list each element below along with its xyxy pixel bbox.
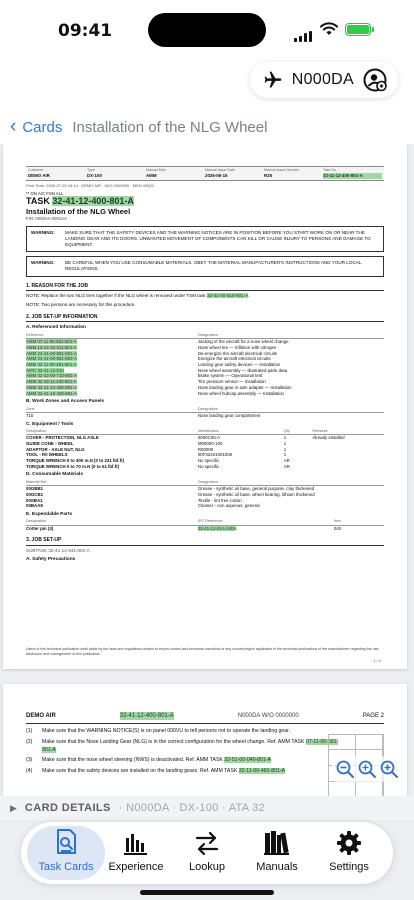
- note: NOTE: Two persons are necessary for this procedure.: [26, 301, 136, 307]
- note: NOTE: Replace the two NLG tires together if the NLG wheel is removed under TSM task 32-41-00-810-801-A.: [26, 293, 250, 299]
- table-row: AMM 07-11-00-581-801-A Jacking of the aircraft for a nose wheel change: [26, 339, 289, 345]
- status-bar: [0, 0, 414, 54]
- disclosure-triangle-icon: ▶: [10, 802, 17, 813]
- print-line: Print Time: 2026-07-29 18:14 · DEMO AIR · W/O 0000000 · MSN 00000: [26, 182, 154, 188]
- table-row: AMM 32-41-14-400-801-A Nose landing gear in-axle adapter — Installation: [26, 384, 292, 390]
- task-reference-link[interactable]: 32-11-00-481-801-A: [238, 768, 286, 775]
- procedure-step: (3) Make sure that the nose wheel steering (NWS) is deactivated. Ref. AMM TASK 32-51-00-040-801-A: [26, 757, 272, 764]
- subsection-heading: C. Equipment / Tools: [26, 421, 74, 427]
- meta-cell: Customer DEMO AIR: [28, 168, 50, 178]
- warning-box: WARNING: BE CAREFUL WHEN YOU USE CONSUMABLE MATERIALS. OBEY THE MATERIAL MANUFACTURER'S INSTRUCTIONS AND YOUR LOCAL REGULATIONS.: [26, 256, 384, 276]
- card-details-toggle[interactable]: [0, 796, 414, 820]
- table-row: 00SBA1 Textile - lint free cotton: [26, 497, 242, 503]
- subsection-heading: E. Expendable Parts: [26, 511, 73, 517]
- meta-cell: Task No. 32-41-12-400-801-A: [323, 168, 382, 179]
- task-reference-link[interactable]: AMM 32-49-11-400-801-A: [26, 379, 77, 385]
- table-row: AMM 32-11-00-481-801-A Landing gear safety devices — Installation: [26, 361, 281, 367]
- page-title: Installation of the NLG Wheel: [72, 118, 268, 136]
- table-row: TOOL - R/I WHEELS 00F32401001000 1: [26, 452, 287, 458]
- gear-icon: [336, 830, 362, 856]
- procedure-step: (4) Make sure that the safety devices are installed on the landing gears. Ref. AMM TASK 32-11-00-481-801-A: [26, 768, 286, 775]
- document-viewer[interactable]: [0, 144, 414, 796]
- table-row: COVER - PROTECTION, NLG AXLE 0000C05-A 1 Already installed: [26, 435, 345, 441]
- procedure-step: (1) Make sure that the WARNING NOTICE(S) is on panel 000VU to tell persons not to operate the landing gear.: [26, 728, 291, 735]
- tab-manuals[interactable]: Manuals: [244, 826, 310, 880]
- meta-cell: Manual Issue Date 2026-06-15: [205, 168, 235, 178]
- tab-bar: [21, 822, 393, 884]
- task-reference-link[interactable]: AMM 12-14-32-611-801-A: [26, 344, 77, 350]
- breadcrumb-cards-link[interactable]: Cards: [22, 118, 63, 136]
- table-row: TORQUE WRENCH 0 to 70 m.N (0 to 51 lbf.ft) No specific AR: [26, 463, 290, 469]
- task-number-link[interactable]: 32-41-12-400-801-A: [52, 195, 134, 206]
- table-row: 00GBB1 Grease - synthetic oil base, general purpose, clay thickened: [26, 486, 315, 492]
- section-heading: 3. JOB SET-UP: [26, 535, 384, 546]
- task-reference-link[interactable]: AMM 32-11-00-481-801-A: [26, 361, 77, 367]
- zoom-controls: [332, 756, 402, 782]
- task-reference-link[interactable]: 32-51-00-040-801-A: [224, 757, 272, 764]
- task-reference-link[interactable]: AIPC 32-41-12-01A: [26, 367, 65, 373]
- aircraft-selector[interactable]: [250, 62, 398, 98]
- table-row: TORQUE WRENCH 0 to 300 m.N (0 to 221 lbf.ft) No specific AR: [26, 458, 290, 464]
- subsection-heading: D. Consumable Materials: [26, 472, 84, 478]
- page-number: 1 / 4: [373, 657, 381, 663]
- meta-cell: Manual Issue Number R25: [264, 168, 300, 178]
- task-number-link[interactable]: 32-41-12-400-801-A: [119, 713, 174, 719]
- warning-box: WARNING: MAKE SURE THAT THE SAFETY DEVICES AND THE WARNING NOTICES ARE IN POSITION BEFORE YOU START WORK ON OR NEAR THE LANDING GEAR AND ITS DOORS. UNWANTED MOVEMENT OF COMPONENTS CAN KILL OR CAUSE INJURY TO PERSONS AND DAMAGE TO EQUIPMENT.: [26, 226, 384, 253]
- home-indicator: [140, 890, 274, 895]
- subsection-heading: A. Referenced Information: [26, 325, 86, 331]
- tail-number: N000DA: [291, 71, 354, 88]
- status-time: 09:41: [58, 21, 113, 41]
- task-reference-link[interactable]: AMM 24-41-00-861-802-A: [26, 356, 78, 362]
- subsection-heading: B. Work Zones and Access Panels: [26, 399, 105, 405]
- task-card-search-icon: [54, 828, 78, 856]
- table-row: GUIDE CONE - WHEEL M00000-100 1: [26, 440, 287, 446]
- task-number-heading: TASK 32-41-12-400-801-A: [26, 195, 134, 206]
- section-heading: 1. REASON FOR THE JOB: [26, 281, 384, 292]
- card-details-summary: · N000DA · DX-100 · ATA 32: [118, 802, 265, 814]
- bar-chart-icon: [123, 832, 149, 856]
- zoom-out-icon[interactable]: [335, 759, 355, 779]
- task-reference-link[interactable]: AMM 32-41-14-400-801-A: [26, 384, 78, 390]
- breadcrumb: [10, 116, 267, 138]
- table-row: AMM 12-14-32-611-801-A Nose wheel tire — Inflation with nitrogen: [26, 344, 277, 350]
- ipc-reference-link[interactable]: 32-41-12-01A-040A: [197, 525, 237, 531]
- table-row: 715 Nose landing gear compartment: [26, 412, 261, 418]
- table-row: 00GCB1 Grease - synthetic oil base, wheel bearing, lithium thickened: [26, 491, 315, 497]
- table-row: AMM 32-42-00-710-801-A Brake system — Operational test: [26, 373, 263, 379]
- table-row: AMM 32-49-11-400-801-A Tire pressure sensor — Installation: [26, 379, 266, 385]
- reference-table: Reference Designation AMM 07-11-00-581-801-A Jacking of the aircraft for a nose wheel change AMM 12-14-32-611-801-A Nose wheel tire — Inflation with nitrogen AMM 24-41-00-861-801-A De-energize the aircraft electrical circuits AMM 24-41-00-861-802-A Energize the aircraft electrical circuits AMM 32-11-00-481-801-A Landing gear safety devices — Installation AIPC 32-41-12-01A Nose wheel assembly — Illustrated parts data AMM 32-42-00-710-801-A Brake system — Operational test AMM 32-49-11-400-801-A Tire pressure sensor — Installation AMM 32-41-14-400-801-A Nose landing gear in-axle adapter — Installation AMM 32-41-16-400-801-A Nose wheel hubcap assembly — Installation: [26, 333, 384, 396]
- meta-cell: Manual Mdn AMM: [146, 168, 166, 178]
- wifi-icon: [320, 22, 338, 36]
- doc-meta-row: [26, 166, 384, 181]
- tab-experience[interactable]: Experience: [103, 826, 169, 880]
- table-row: AMM 32-41-16-400-801-A Nose wheel hubcap assembly — Installation: [26, 390, 284, 396]
- task-reference-link[interactable]: AMM 24-41-00-861-801-A: [26, 350, 78, 356]
- materials-table: Material Ref. Designation 00GBB1 Grease - synthetic oil base, general purpose, clay thickened 00GCB1 Grease - synthetic oil base, wheel bearing, lithium thickened 00SBA1 Textile - lint free cotton 00BAA9 Cleaner - non aqueous, general: [26, 480, 384, 509]
- subsection-heading: A. Safety Precautions: [26, 557, 76, 563]
- tab-lookup[interactable]: Lookup: [174, 826, 240, 880]
- app-header: [0, 54, 414, 144]
- cellular-signal-icon: [294, 24, 314, 42]
- meta-cell: Type DX-100: [87, 168, 102, 178]
- task-reference-link[interactable]: 07-11-00-581-801-A: [42, 738, 339, 753]
- battery-icon: [345, 23, 371, 36]
- zoom-in-icon[interactable]: [379, 759, 399, 779]
- task-reference-link[interactable]: AMM 32-41-16-400-801-A: [26, 390, 78, 396]
- document-page-1: [3, 144, 407, 669]
- table-row: ADAPTOR - AXLE NUT, NLG R00000 1: [26, 446, 287, 452]
- procedure-step: (2) Make sure that the Nose Landing Gear (NLG) is in the correct configuration for the wheel change. Ref. AMM TASK 07-11-00-581-801-A: [26, 738, 339, 753]
- zone-table: Zone Designation 715 Nose landing gear compartment: [26, 407, 384, 419]
- table-row: AIPC 32-41-12-01A Nose wheel assembly — Illustrated parts data: [26, 367, 288, 373]
- books-icon: [263, 830, 291, 856]
- table-row: Cotter pin (3) 32-41-12-01A-040A 040: [26, 525, 342, 531]
- table-row: AMM 24-41-00-861-802-A Energize the aircraft electrical circuits: [26, 356, 271, 362]
- chevron-left-icon[interactable]: ‹: [10, 116, 17, 137]
- tab-task-cards[interactable]: Task Cards: [27, 826, 105, 880]
- card-details-label: CARD DETAILS: [24, 802, 111, 814]
- airplane-icon: [262, 70, 284, 90]
- zoom-fit-icon[interactable]: [357, 759, 377, 779]
- tab-settings[interactable]: Settings: [316, 826, 382, 880]
- task-title: Installation of the NLG Wheel: [26, 206, 131, 216]
- page-footer: Users of this technical publication shall abide by the laws and regulations related to export control and economic sanctions of any country/region applicable to the technical publications of the manufacturer regarding the use, disclosure and management of this publication.: [26, 647, 380, 657]
- dynamic-island: [148, 13, 266, 47]
- swap-arrows-icon: [194, 830, 220, 856]
- table-row: 00BAA9 Cleaner - non aqueous, general: [26, 503, 260, 509]
- task-reference-link[interactable]: AMM 07-11-00-581-801-A: [26, 339, 77, 345]
- task-reference-link[interactable]: AMM 32-42-00-710-801-A: [26, 373, 78, 379]
- tools-table: Designation Identification Qty Remarks COVER - PROTECTION, NLG AXLE 0000C05-A 1 Already installed GUIDE CONE - WHEEL M00000-100 1 ADAPTOR - AXLE NUT, NLG R00000 1 TOOL - R/I WHEELS 00F32401001000 1 TORQUE WRENCH 0 to 300 m.N (0 to 221 lbf.ft) No specific AR TORQUE WRENCH 0 to 70 m.N (0 to 51 lbf.ft) No specific AR: [26, 429, 384, 469]
- task-reference-link[interactable]: 32-41-00-810-801-A: [206, 293, 249, 299]
- table-row: AMM 24-41-00-861-801-A De-energize the aircraft electrical circuits: [26, 350, 278, 356]
- parts-table: Designation IPC Reference Item Cotter pin (3) 32-41-12-01A-040A 040: [26, 519, 384, 531]
- section-heading: 2. JOB SET-UP INFORMATION: [26, 312, 384, 323]
- user-sync-icon[interactable]: [362, 67, 388, 93]
- fin-line: FIN: 0000AA 0001AA: [26, 215, 67, 221]
- page2-header: DEMO AIR 32-41-12-400-801-A N000DA W/O 0000000 PAGE 2: [26, 712, 384, 724]
- applicability: ** ON A/C FSN ALL: [26, 191, 64, 197]
- subtask-id: SUBTASK 32-41-12-941-001-A: [26, 548, 90, 553]
